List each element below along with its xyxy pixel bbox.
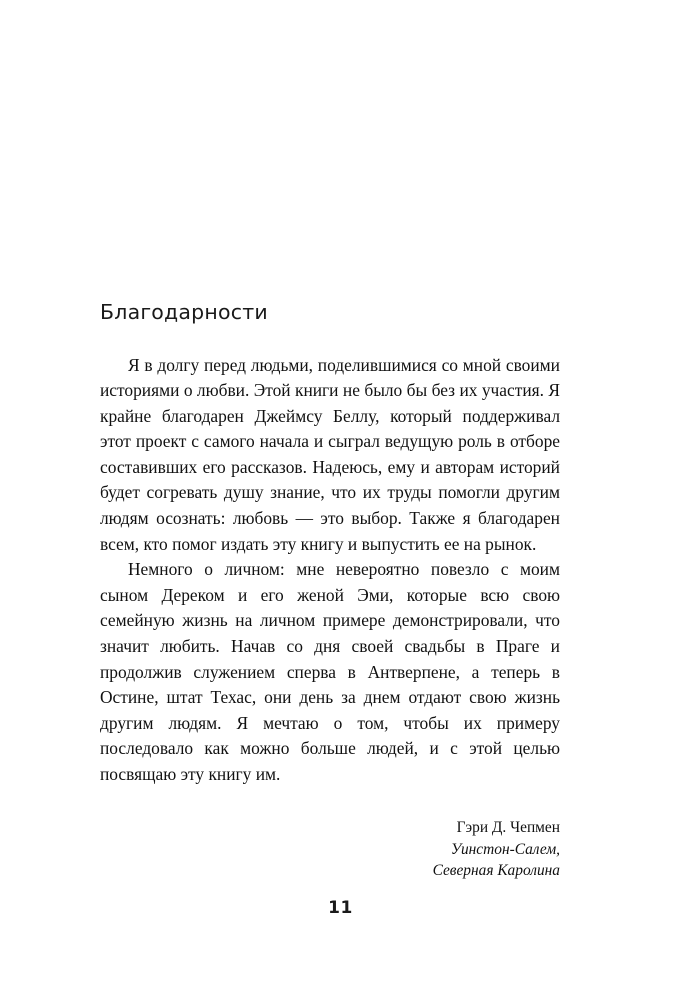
signature-place-line-2: Северная Каролина: [432, 861, 560, 879]
page-title: Благодарности: [100, 300, 268, 324]
signature-author: Гэри Д. Чепмен: [456, 819, 560, 837]
signature-place-line-1: Уинстон-Салем,: [450, 840, 560, 858]
paragraph: Немного о личном: мне невероятно повезло с моим сыном Дереком и его женой Эми, которые всю свою семейную жизнь на личном примере демонстрировали, что значит любить. Начав со дня своей свадьбы в Праге и продолжив служением сперва в Антверпене, а теперь в Остине, штат Техас, они день за днем отдают свою жизнь другим людям. Я мечтаю о том, чтобы их примеру последовало как можно больше людей, и с этой целью посвящаю эту книгу им.: [100, 559, 560, 784]
page-number: 11: [328, 898, 353, 918]
body-text: [100, 353, 560, 788]
page-content: [100, 300, 560, 881]
signature-block: [100, 817, 560, 881]
paragraph: Я в долгу перед людьми, поделившимися со мной своими историями о любви. Этой книги не было бы без их участия. Я крайне благодарен Джеймсу Беллу, который поддерживал этот проект с самого начала и сыграл ведущую роль в отборе составивших его рассказов. Надеюсь, ему и авторам историй будет согревать душу знание, что их труды помогли другим людям осознать: любовь — это выбор. Также я благодарен всем, кто помог издать эту книгу и выпустить ее на рынок.: [100, 354, 560, 554]
